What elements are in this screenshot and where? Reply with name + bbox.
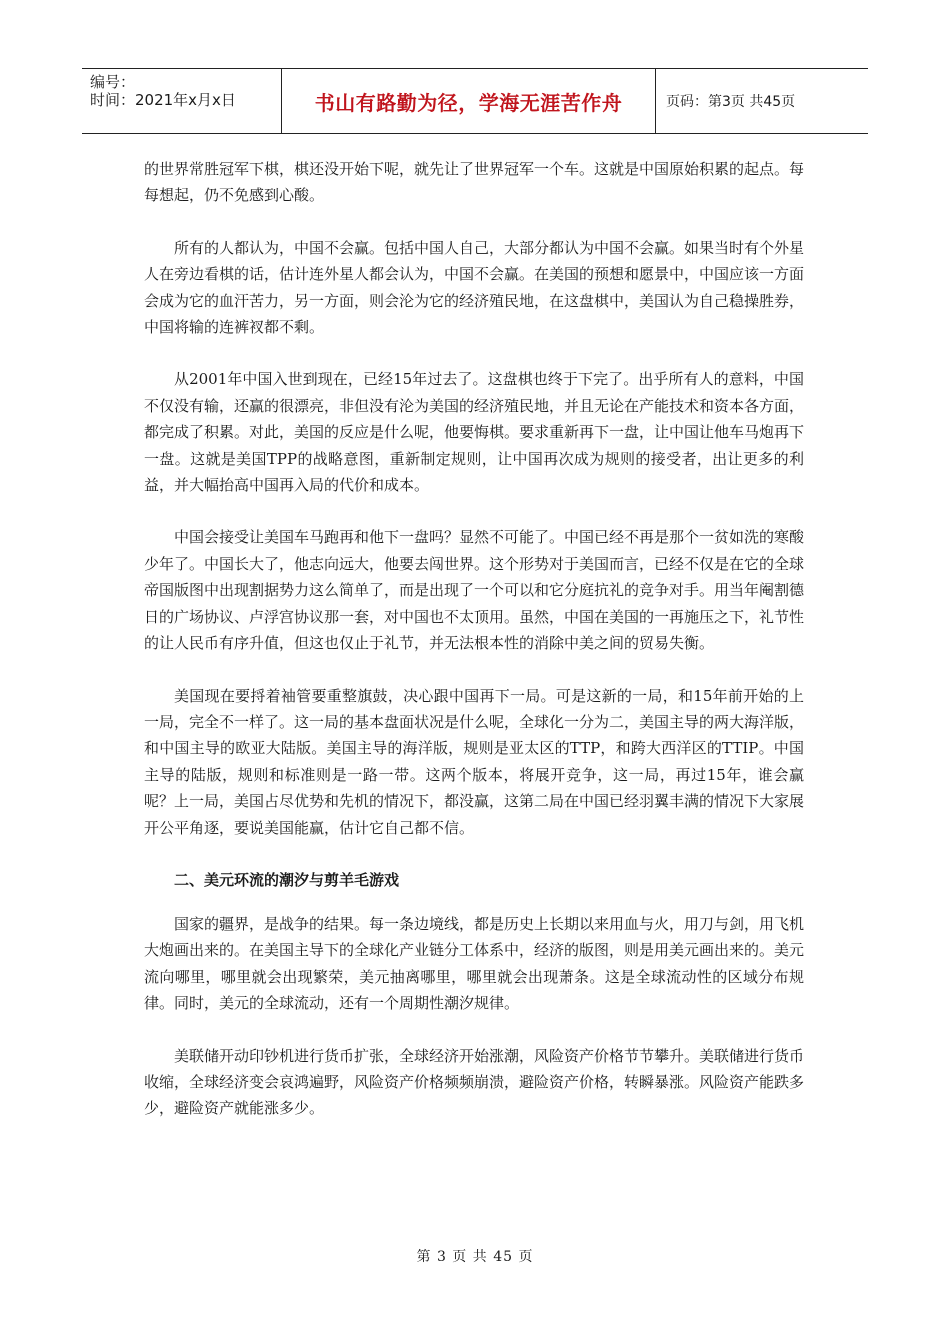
header-page-info: 页码：第3页 共45页 bbox=[666, 94, 796, 110]
date-label: 时间：2021年x月x日 bbox=[90, 91, 236, 109]
paragraph: 美联储开动印钞机进行货币扩张，全球经济开始涨潮，风险资产价格节节攀升。美联储进行货币收缩，全球经济变会哀鸿遍野，风险资产价格频频崩溃，避险资产价格，转瞬暴涨。风险资产能跌多少，避险资产就能涨多少。 bbox=[144, 1046, 805, 1118]
page-footer: 第 3 页 共 45 页 bbox=[416, 1249, 534, 1265]
paragraph: 国家的疆界，是战争的结果。每一条边境线，都是历史上长期以来用血与火，用刀与剑，用飞机大炮画出来的。在美国主导下的全球化产业链分工体系中，经济的版图，则是用美元画出来的。美元流向哪里，哪里就会出现繁荣，美元抽离哪里，哪里就会出现萧条。这是全球流动性的区域分布规律。同时，美元的全球流动，还有一个周期性潮汐规律。 bbox=[144, 914, 805, 1013]
page-header bbox=[82, 68, 868, 134]
document-body bbox=[144, 156, 804, 1148]
paragraph: 所有的人都认为，中国不会赢。包括中国人自己，大部分都认为中国不会赢。如果当时有个外星人在旁边看棋的话，估计连外星人都会认为，中国不会赢。在美国的预想和愿景中，中国应该一方面会成为它的血汗苦力，另一方面，则会沦为它的经济殖民地，在这盘棋中，美国认为自己稳操胜券，中国将输的连裤衩都不剩。 bbox=[144, 238, 805, 337]
header-meta bbox=[82, 69, 282, 133]
header-motto: 书山有路勤为径，学海无涯苦作舟 bbox=[282, 69, 656, 133]
paragraph: 美国现在要捋着袖管要重整旗鼓，决心跟中国再下一局。可是这新的一局，和15年前开始的上一局，完全不一样了。这一局的基本盘面状况是什么呢，全球化一分为二，美国主导的两大海洋版，和中国主导的欧亚大陆版。美国主导的海洋版，规则是亚太区的TTP，和跨大西洋区的TTIP。中国主导的陆版，规则和标准则是一路一带。这两个版本，将展开竞争，这一局，再过15年，谁会赢呢？上一局，美国占尽优势和先机的情况下，都没赢，这第二局在中国已经羽翼丰满的情况下大家展开公平角逐，要说美国能赢，估计它自己都不信。 bbox=[144, 686, 805, 837]
paragraph: 中国会接受让美国车马跑再和他下一盘吗？显然不可能了。中国已经不再是那个一贫如洗的寒酸少年了。中国长大了，他志向远大，他要去闯世界。这个形势对于美国而言，已经不仅是在它的全球帝国版图中出现割据势力这么简单了，而是出现了一个可以和它分庭抗礼的竞争对手。用当年阉割德日的广场协议、卢浮宫协议那一套，对中国也不太顶用。虽然，中国在美国的一再施压之下，礼节性的让人民币有序升值，但这也仅止于礼节，并无法根本性的消除中美之间的贸易失衡。 bbox=[144, 528, 805, 653]
number-label: 编号： bbox=[90, 73, 136, 91]
paragraph: 的世界常胜冠军下棋，棋还没开始下呢，就先让了世界冠军一个车。这就是中国原始积累的起点。每每想起，仍不免感到心酸。 bbox=[144, 160, 805, 205]
paragraph: 从2001年中国入世到现在，已经15年过去了。这盘棋也终于下完了。出乎所有人的意料，中国不仅没有输，还赢的很漂亮，非但没有沦为美国的经济殖民地，并且无论在产能技术和资本各方面，都完成了积累。对此，美国的反应是什么呢，他要悔棋。要求重新再下一盘，让中国让他车马炮再下一盘。这就是美国TPP的战略意图，重新制定规则，让中国再次成为规则的接受者，出让更多的利益，并大幅抬高中国再入局的代价和成本。 bbox=[144, 370, 805, 495]
section-heading: 二、美元环流的潮汐与剪羊毛游戏 bbox=[174, 870, 400, 889]
